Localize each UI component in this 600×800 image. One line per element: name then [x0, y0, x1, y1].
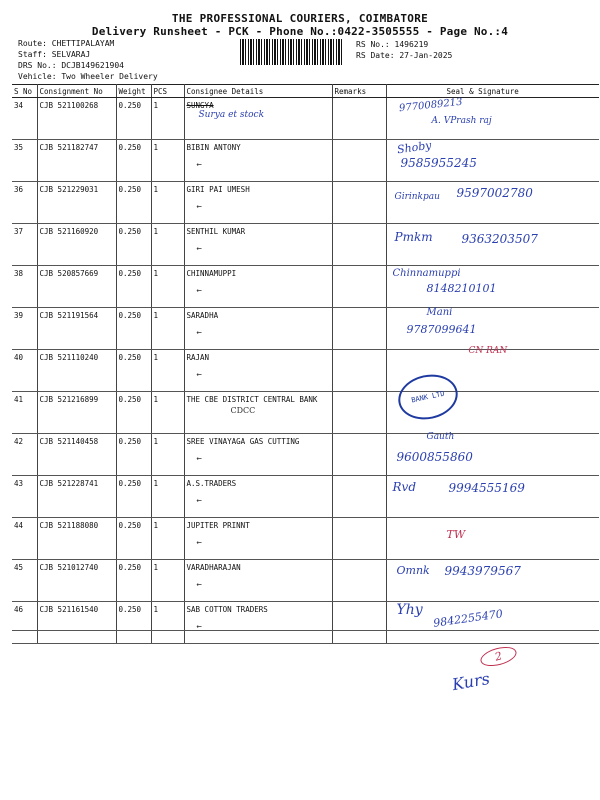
cell-weight [116, 224, 151, 266]
table-row [12, 140, 599, 182]
cell-sno [12, 182, 37, 224]
cell-signature [386, 476, 599, 518]
tick-mark: ← [196, 244, 202, 254]
cell-signature [386, 602, 599, 644]
cell-consignee [184, 602, 332, 644]
table-row [12, 182, 599, 224]
cell-remarks [332, 308, 386, 350]
tick-mark: ← [196, 328, 202, 338]
cell-consignment-no-text: CJB 521216899 [39, 395, 99, 404]
cell-consignment-no [37, 98, 116, 140]
cell-consignment-no-text: CJB 521110240 [39, 353, 99, 362]
cell-consignee [184, 98, 332, 140]
tick-mark: ← [196, 286, 202, 296]
cell-consignee-text: SREE VINAYAGA GAS CUTTING [186, 437, 300, 446]
cell-consignment-no [37, 560, 116, 602]
cell-pcs-text: 1 [153, 227, 159, 236]
table-header [12, 85, 599, 98]
cell-signature [386, 266, 599, 308]
cell-consignee [184, 182, 332, 224]
cell-consignee [184, 560, 332, 602]
cell-pcs [151, 434, 184, 476]
cell-weight [116, 602, 151, 644]
cell-consignment-no-text: CJB 521160920 [39, 227, 99, 236]
col-consignee: Consignee Details [184, 85, 332, 98]
barcode [240, 39, 344, 65]
cell-remarks [332, 350, 386, 392]
signature-phone: 9600855860 [396, 450, 473, 464]
cell-sno-text: 45 [14, 563, 24, 572]
signature-name: 9770089213 [398, 96, 463, 115]
col-remarks: Remarks [332, 85, 386, 98]
cell-consignment-no-text: CJB 521140458 [39, 437, 99, 446]
tick-mark: ← [196, 538, 202, 548]
bank-stamp: BANK LTD [394, 369, 462, 425]
signature-phone: 9597002780 [456, 186, 533, 200]
cell-signature [386, 518, 599, 560]
cell-weight [116, 182, 151, 224]
cell-signature [386, 224, 599, 266]
signature-phone: 8148210101 [426, 282, 497, 295]
cell-pcs-text: 1 [153, 185, 159, 194]
cell-remarks [332, 266, 386, 308]
cell-pcs-text: 1 [153, 269, 159, 278]
cell-sno [12, 224, 37, 266]
table-row [12, 98, 599, 140]
signature-name: Omnk [396, 564, 430, 577]
cell-sno [12, 350, 37, 392]
cell-sno [12, 266, 37, 308]
cell-consignee [184, 476, 332, 518]
tick-mark: ← [196, 496, 202, 506]
table-row [12, 224, 599, 266]
cell-consignee [184, 308, 332, 350]
handwritten-note: CDCC [230, 406, 256, 415]
cell-sno [12, 560, 37, 602]
signature-name: Mani [426, 307, 453, 318]
cell-pcs-text: 1 [153, 101, 159, 110]
cell-remarks [332, 602, 386, 644]
staff-label: Staff: SELVARAJ [18, 50, 91, 59]
tick-mark: ← [196, 454, 202, 464]
signature-name: Rvd [392, 480, 416, 494]
runsheet-table [12, 84, 599, 644]
cell-pcs-text: 1 [153, 605, 159, 614]
cell-consignee [184, 434, 332, 476]
signature-phone: 9363203507 [461, 232, 538, 246]
cell-remarks [332, 560, 386, 602]
cell-weight-text: 0.250 [118, 605, 142, 614]
table-row [12, 476, 599, 518]
table-row [12, 350, 599, 392]
cell-remarks [332, 476, 386, 518]
cell-pcs-text: 1 [153, 437, 159, 446]
tick-mark: ← [196, 202, 202, 212]
cell-remarks [332, 392, 386, 434]
cell-weight-text: 0.250 [118, 437, 142, 446]
cell-consignee-text: THE CBE DISTRICT CENTRAL BANK [186, 395, 318, 404]
cell-sno-text: 46 [14, 605, 24, 614]
cell-consignee [184, 266, 332, 308]
cell-weight [116, 140, 151, 182]
cell-consignee-text: SUNGYA [186, 101, 214, 110]
cell-weight-text: 0.250 [118, 185, 142, 194]
cell-consignment-no [37, 182, 116, 224]
cell-pcs [151, 182, 184, 224]
cell-weight [116, 392, 151, 434]
cell-remarks [332, 518, 386, 560]
cell-consignment-no-text: CJB 521100268 [39, 101, 99, 110]
cell-weight-text: 0.250 [118, 479, 142, 488]
cell-consignee-text: SAB COTTON TRADERS [186, 605, 268, 614]
cell-pcs [151, 560, 184, 602]
cell-weight [116, 350, 151, 392]
cell-consignee-text: A.S.TRADERS [186, 479, 237, 488]
table-row [12, 434, 599, 476]
cell-sno-text: 38 [14, 269, 24, 278]
cell-consignee [184, 518, 332, 560]
cell-sno-text: 34 [14, 101, 24, 110]
signature-phone: 9994555169 [448, 481, 525, 495]
cell-sno [12, 602, 37, 644]
cell-consignee-text: GIRI PAI UMESH [186, 185, 250, 194]
cell-pcs [151, 98, 184, 140]
col-weight: Weight [116, 85, 151, 98]
cell-signature [386, 98, 599, 140]
tick-mark: ← [196, 580, 202, 590]
signature-name: Pmkm [394, 230, 433, 244]
cell-pcs-text: 1 [153, 479, 159, 488]
cell-sno [12, 140, 37, 182]
cell-weight [116, 266, 151, 308]
cell-signature [386, 434, 599, 476]
cell-consignment-no [37, 350, 116, 392]
circled-number: 2 [480, 648, 517, 665]
cell-consignee-text: JUPITER PRINNT [186, 521, 250, 530]
cell-sno-text: 42 [14, 437, 24, 446]
cell-consignment-no [37, 602, 116, 644]
cell-weight [116, 560, 151, 602]
cell-pcs-text: 1 [153, 353, 159, 362]
cell-pcs [151, 140, 184, 182]
col-consignment: Consignment No [37, 85, 116, 98]
cell-pcs [151, 602, 184, 644]
cell-consignment-no [37, 518, 116, 560]
cell-weight [116, 434, 151, 476]
cell-sno-text: 36 [14, 185, 24, 194]
cell-signature [386, 560, 599, 602]
cell-pcs [151, 518, 184, 560]
cell-pcs-text: 1 [153, 395, 159, 404]
cell-pcs-text: 1 [153, 521, 159, 530]
cell-sno-text: 41 [14, 395, 24, 404]
bottom-initials: Kurs [450, 668, 492, 695]
cell-sno-text: 39 [14, 311, 24, 320]
col-pcs: PCS [151, 85, 184, 98]
cell-remarks [332, 98, 386, 140]
cell-consignee-text: SARADHA [186, 311, 219, 320]
signature-name: Yhy [396, 602, 423, 618]
cell-sno [12, 392, 37, 434]
cell-consignment-no [37, 224, 116, 266]
cell-consignment-no [37, 434, 116, 476]
signature-name: TW [446, 528, 466, 541]
table-row [12, 308, 599, 350]
cell-signature [386, 182, 599, 224]
signature-name: Chinnamuppi [392, 268, 461, 279]
signature-name: Gauth [426, 432, 455, 442]
cell-consignee-text: VARADHARAJAN [186, 563, 241, 572]
table-row [12, 266, 599, 308]
tick-mark: ← [196, 370, 202, 380]
drs-label: DRS No.: DCJB149621904 [18, 61, 124, 70]
cell-pcs [151, 350, 184, 392]
cell-consignment-no-text: CJB 521228741 [39, 479, 99, 488]
cell-pcs-text: 1 [153, 143, 159, 152]
cell-sno [12, 518, 37, 560]
cell-pcs [151, 476, 184, 518]
signature-phone: 9943979567 [444, 564, 521, 578]
table-row [12, 602, 599, 644]
cell-sno [12, 476, 37, 518]
cell-consignee-text: SENTHIL KUMAR [186, 227, 246, 236]
table-row [12, 560, 599, 602]
signature-phone: 9787099641 [406, 323, 477, 336]
cell-consignment-no-text: CJB 521191564 [39, 311, 99, 320]
tick-mark: ← [196, 622, 202, 632]
cell-weight-text: 0.250 [118, 563, 142, 572]
table-row [12, 518, 599, 560]
cell-sno [12, 98, 37, 140]
cell-consignment-no [37, 266, 116, 308]
cell-remarks [332, 224, 386, 266]
handwritten-note: Surya et stock [198, 110, 265, 120]
cell-weight-text: 0.250 [118, 143, 142, 152]
cell-consignment-no-text: CJB 521229031 [39, 185, 99, 194]
cell-consignment-no-text: CJB 521188080 [39, 521, 99, 530]
cell-consignment-no [37, 308, 116, 350]
cell-consignee-text: BIBIN ANTONY [186, 143, 241, 152]
cell-consignment-no-text: CJB 520857669 [39, 269, 99, 278]
cell-sno [12, 434, 37, 476]
cell-consignment-no [37, 140, 116, 182]
cell-weight [116, 518, 151, 560]
rs-date: RS Date: 27-Jan-2025 [356, 51, 453, 60]
cell-remarks [332, 140, 386, 182]
cell-sno [12, 308, 37, 350]
cell-weight-text: 0.250 [118, 269, 142, 278]
table-row [12, 392, 599, 434]
cell-pcs-text: 1 [153, 311, 159, 320]
tick-mark: ← [196, 160, 202, 170]
cell-weight-text: 0.250 [118, 353, 142, 362]
cell-consignee [184, 350, 332, 392]
signature-name: CN RAN [468, 346, 508, 356]
signature-phone: 9585955245 [400, 156, 477, 170]
route-label: Route: CHETTIPALAYAM [18, 39, 115, 48]
col-seal-signature: Seal & Signature [386, 85, 599, 98]
cell-sno-text: 37 [14, 227, 24, 236]
cell-pcs [151, 266, 184, 308]
cell-consignment-no-text: CJB 521012740 [39, 563, 99, 572]
rs-number: RS No.: 1496219 [356, 40, 429, 49]
cell-sno-text: 43 [14, 479, 24, 488]
bottom-rule [12, 630, 599, 631]
cell-sno-text: 44 [14, 521, 24, 530]
cell-signature [386, 308, 599, 350]
cell-weight-text: 0.250 [118, 521, 142, 530]
cell-weight-text: 0.250 [118, 395, 142, 404]
cell-consignment-no [37, 392, 116, 434]
cell-weight [116, 476, 151, 518]
cell-weight [116, 308, 151, 350]
cell-weight [116, 98, 151, 140]
cell-pcs-text: 1 [153, 563, 159, 572]
cell-remarks [332, 182, 386, 224]
vehicle-label: Vehicle: Two Wheeler Delivery [18, 72, 158, 81]
cell-consignee-text: CHINNAMUPPI [186, 269, 237, 278]
cell-consignee-text: RAJAN [186, 353, 210, 362]
signature-name: Girinkpau [394, 192, 440, 202]
cell-weight-text: 0.250 [118, 311, 142, 320]
cell-consignment-no-text: CJB 521182747 [39, 143, 99, 152]
cell-signature [386, 140, 599, 182]
cell-sno-text: 40 [14, 353, 24, 362]
cell-weight-text: 0.250 [118, 227, 142, 236]
cell-consignee [184, 392, 332, 434]
company-title: THE PROFESSIONAL COURIERS, COIMBATORE [171, 12, 429, 25]
cell-pcs [151, 308, 184, 350]
cell-weight-text: 0.250 [118, 101, 142, 110]
cell-pcs [151, 392, 184, 434]
cell-pcs [151, 224, 184, 266]
runsheet-title: Delivery Runsheet - PCK - Phone No.:0422-3505555 - Page No.:4 [91, 25, 509, 38]
col-sno: S No [12, 85, 37, 98]
cell-sno-text: 35 [14, 143, 24, 152]
cell-consignee [184, 140, 332, 182]
cell-remarks [332, 434, 386, 476]
signature-phone: 9842255470 [431, 607, 504, 630]
signature-phone: A. VPrash raj [431, 116, 492, 126]
signature-name: Shoby [395, 138, 432, 157]
cell-consignment-no-text: CJB 521161540 [39, 605, 99, 614]
cell-consignment-no [37, 476, 116, 518]
cell-consignee [184, 224, 332, 266]
